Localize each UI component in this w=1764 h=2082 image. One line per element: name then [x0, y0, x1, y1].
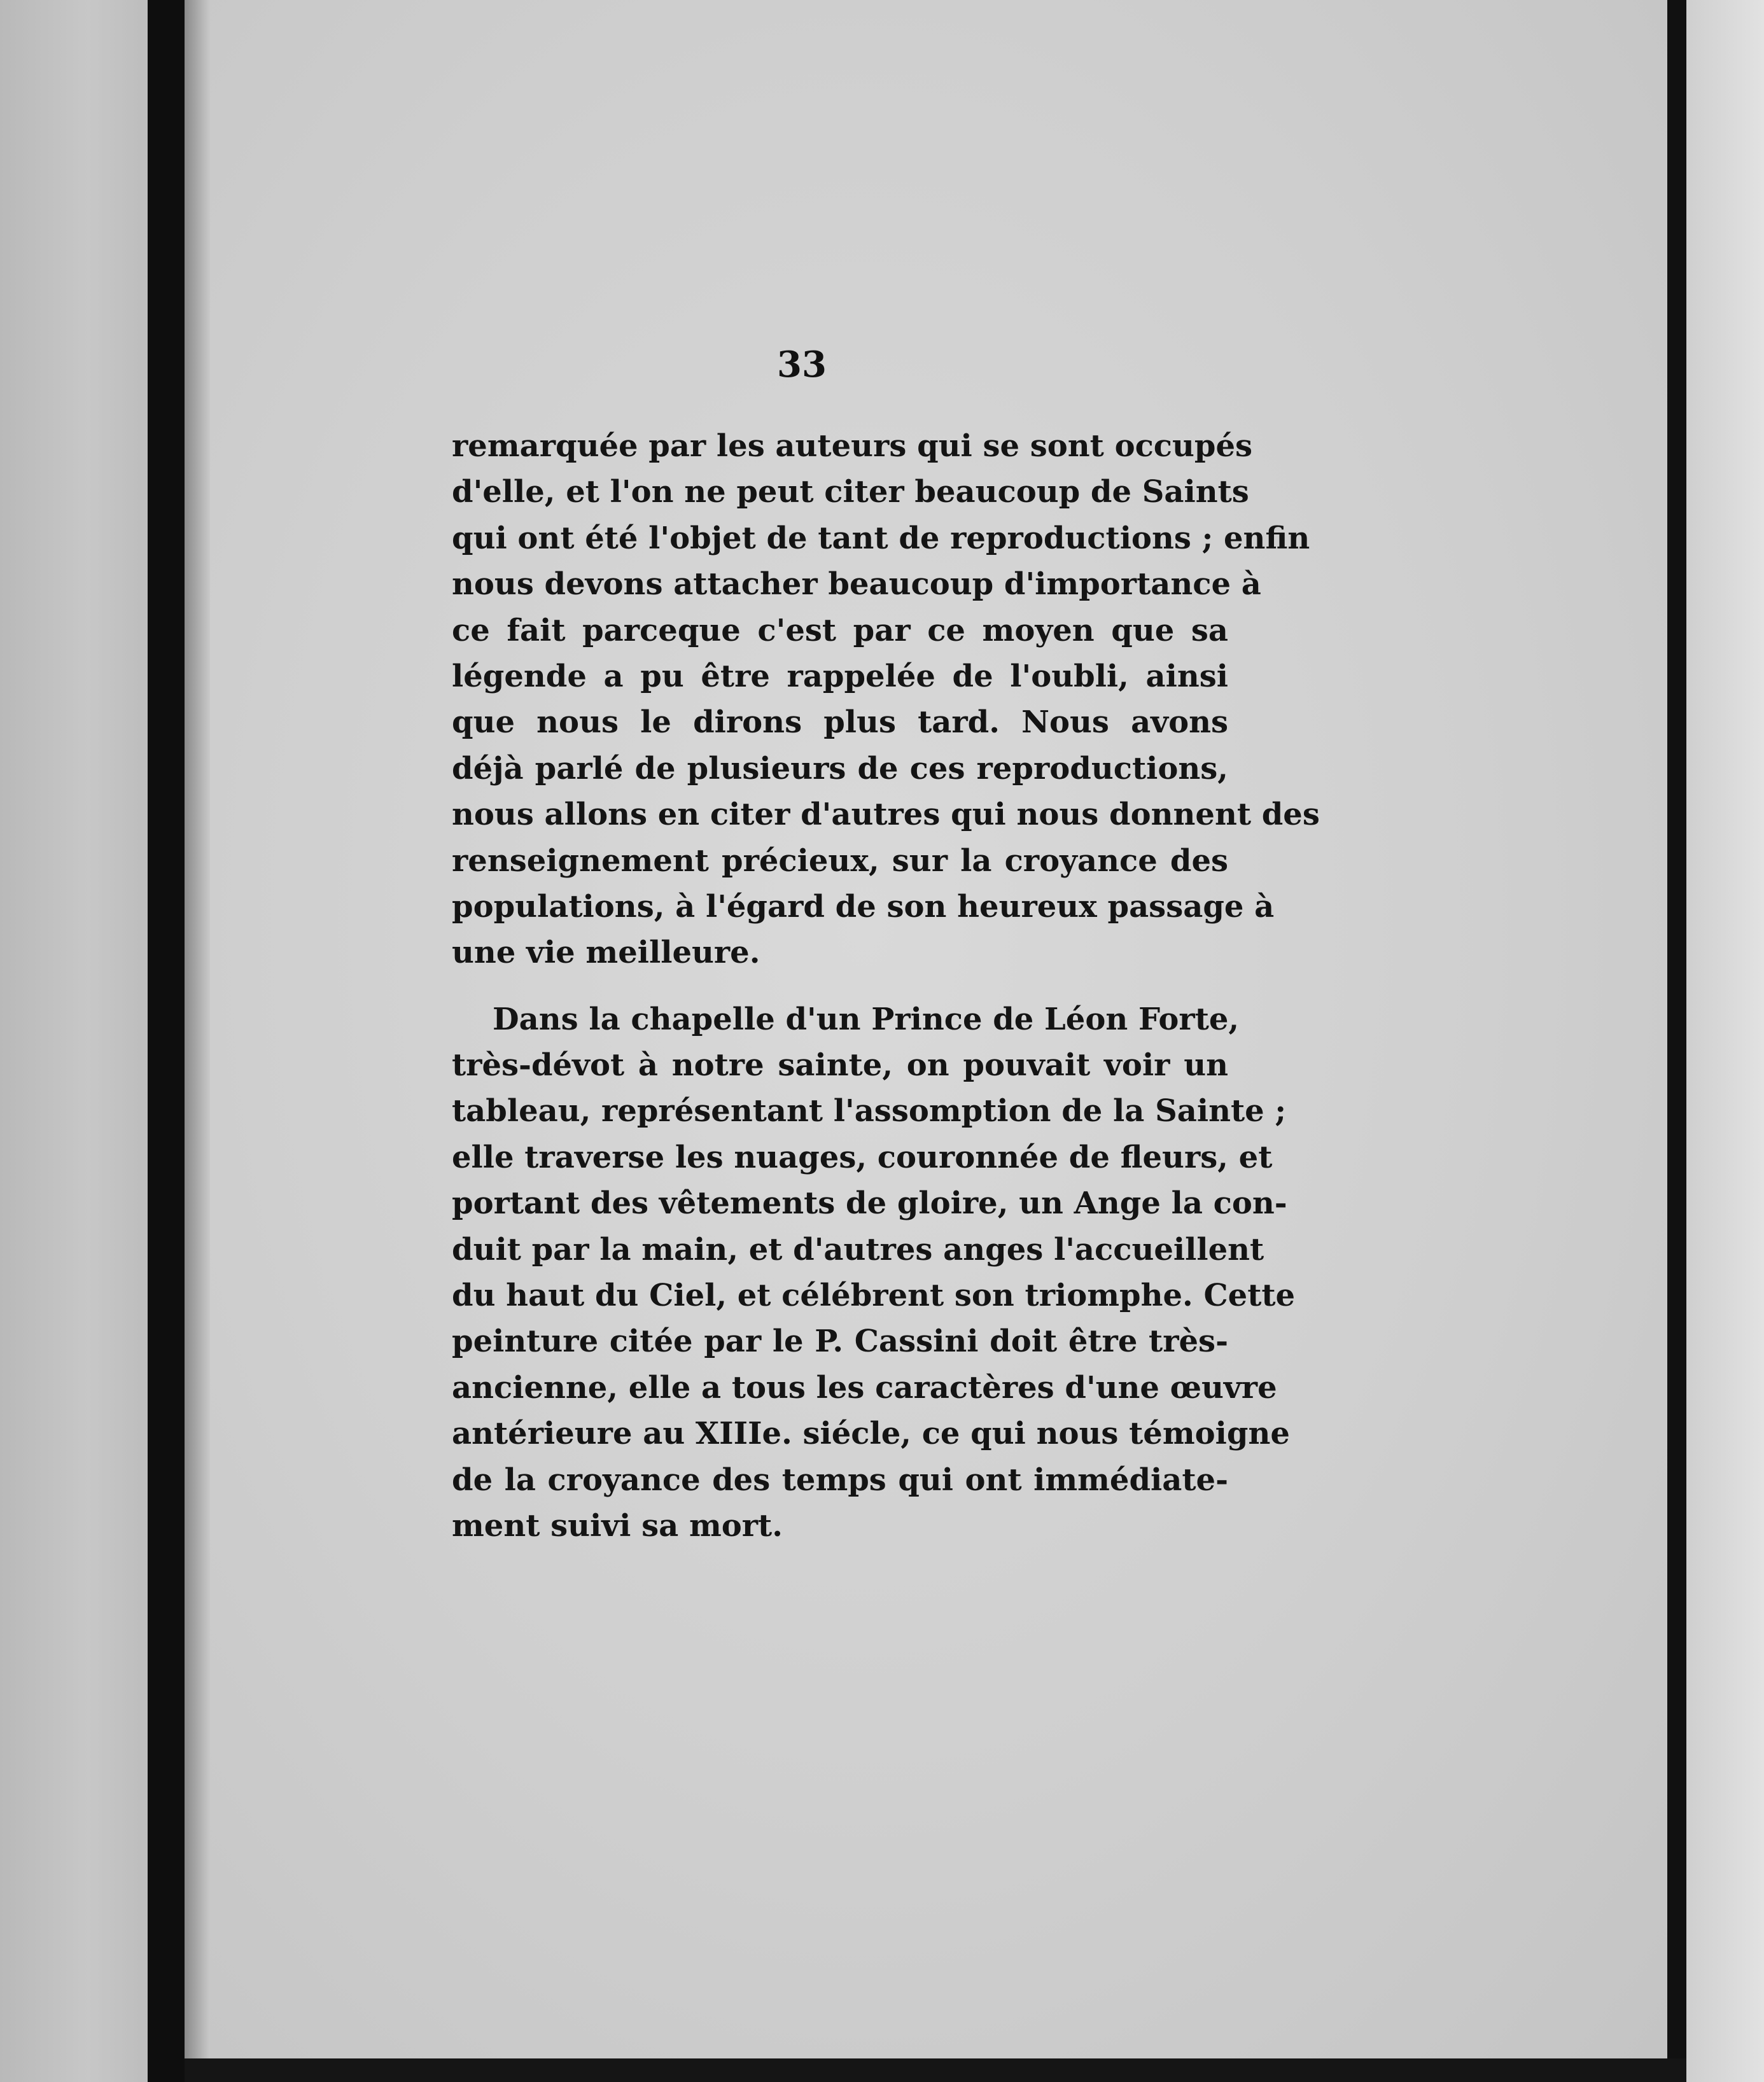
text-line: renseignement précieux, sur la croyance des: [452, 842, 1228, 879]
text-line: ment suivi sa mort.: [452, 1507, 783, 1544]
text-line: du haut du Ciel, et célébrent son triomphe. Cette: [452, 1278, 1296, 1314]
text-line: antérieure au XIIIe. siécle, ce qui nous témoigne: [452, 1416, 1290, 1452]
text-line: Dans la chapelle d'un Prince de Léon Forte,: [493, 1001, 1240, 1037]
text-line: ancienne, elle a tous les caractères d'une œuvre: [452, 1369, 1277, 1406]
text-line: tableau, représentant l'assomption de la Sainte ;: [452, 1093, 1287, 1129]
body-text: [452, 423, 1320, 1549]
page-number: 33: [777, 344, 827, 386]
text-line: nous devons attacher beaucoup d'importance à: [452, 566, 1261, 603]
text-line: légende a pu être rappelée de l'oubli, ainsi: [452, 658, 1228, 694]
text-line: peinture citée par le P. Cassini doit être très-: [452, 1324, 1228, 1360]
paragraph: [452, 423, 1320, 976]
text-line: populations, à l'égard de son heureux passage à: [452, 888, 1275, 925]
text-line: elle traverse les nuages, couronnée de fleurs, et: [452, 1139, 1273, 1175]
text-line: que nous le dirons plus tard. Nous avons: [452, 704, 1228, 741]
next-page-edge: [1686, 0, 1764, 2082]
gutter-shadow: [185, 0, 210, 2082]
text-line: portant des vêtements de gloire, un Ange la con-: [452, 1185, 1287, 1222]
text-line: remarquée par les auteurs qui se sont occupés: [452, 428, 1253, 464]
text-line: duit par la main, et d'autres anges l'accueillent: [452, 1231, 1264, 1268]
text-line: de la croyance des temps qui ont immédiate-: [452, 1462, 1228, 1498]
text-line: nous allons en citer d'autres qui nous donnent des: [452, 797, 1320, 833]
text-line: une vie meilleure.: [452, 935, 760, 971]
text-line: qui ont été l'objet de tant de reproductions ; enfin: [452, 520, 1310, 556]
paragraph: [452, 996, 1296, 1549]
text-line: très-dévot à notre sainte, on pouvait voir un: [452, 1047, 1228, 1084]
bottom-shadow: [185, 2058, 1686, 2082]
text-line: ce fait parceque c'est par ce moyen que sa: [452, 612, 1228, 648]
text-line: d'elle, et l'on ne peut citer beaucoup de Saints: [452, 474, 1249, 510]
binding-gutter: [148, 0, 185, 2082]
text-line: déjà parlé de plusieurs de ces reproductions,: [452, 750, 1228, 786]
facing-page-edge: [0, 0, 148, 2082]
page-edge-shadow: [1667, 0, 1686, 2082]
